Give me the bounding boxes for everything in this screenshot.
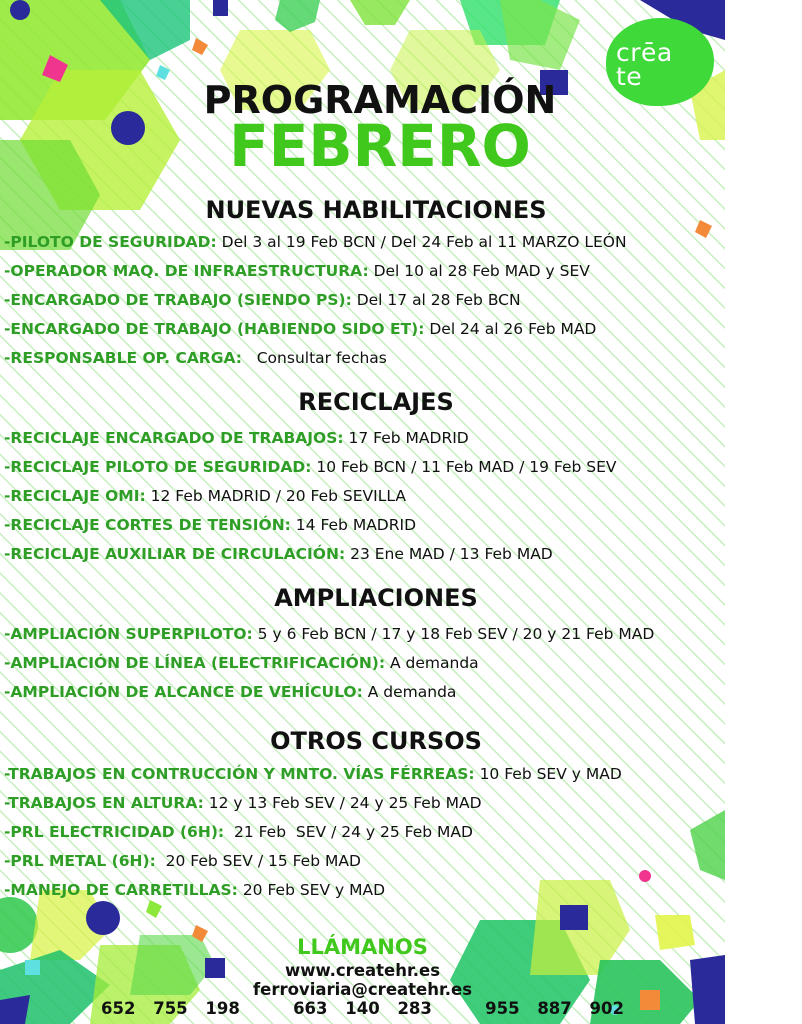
course-line: [4, 516, 416, 534]
course-dates: A demanda: [385, 654, 479, 672]
course-line: [4, 852, 361, 870]
course-line: [4, 429, 469, 447]
course-label: -AMPLIACIÓN SUPERPILOTO:: [4, 625, 253, 643]
course-line: [4, 794, 482, 812]
course-label: -PRL METAL (6H):: [4, 852, 156, 870]
course-label: -OPERADOR MAQ. DE INFRAESTRUCTURA:: [4, 262, 369, 280]
course-line: [4, 545, 553, 563]
course-label: -PRL ELECTRICIDAD (6H):: [4, 823, 225, 841]
course-label: -RECICLAJE PILOTO DE SEGURIDAD:: [4, 458, 312, 476]
page-subtitle: FEBRERO: [229, 112, 531, 180]
course-label: -PILOTO DE SEGURIDAD:: [4, 233, 217, 251]
course-line: [4, 349, 387, 367]
course-label: -TRABAJOS EN CONTRUCCIÓN Y MNTO. VÍAS FÉRREAS:: [4, 765, 475, 783]
section-title-ampliaciones: AMPLIACIONES: [274, 584, 478, 612]
course-label: -TRABAJOS EN ALTURA:: [4, 794, 204, 812]
phone-numbers[interactable]: 652 755 198 663 140 283 955 887 902: [101, 999, 624, 1018]
course-line: [4, 765, 622, 783]
course-line: [4, 881, 385, 899]
course-label: -RECICLAJE ENCARGADO DE TRABAJOS:: [4, 429, 344, 447]
course-dates: 14 Feb MADRID: [290, 516, 417, 534]
section-title-otros-cursos: OTROS CURSOS: [270, 727, 482, 755]
course-dates: Del 10 al 28 Feb MAD y SEV: [368, 262, 590, 280]
course-label: -ENCARGADO DE TRABAJO (HABIENDO SIDO ET):: [4, 320, 425, 338]
course-label: -ENCARGADO DE TRABAJO (SIENDO PS):: [4, 291, 352, 309]
course-label: -RECICLAJE AUXILIAR DE CIRCULACIÓN:: [4, 545, 346, 563]
course-dates: 17 Feb MADRID: [343, 429, 469, 447]
course-dates: 20 Feb SEV y MAD: [237, 881, 386, 899]
logo-line-1: crēa: [616, 38, 673, 67]
course-dates: 21 Feb SEV / 24 y 25 Feb MAD: [224, 823, 473, 841]
course-dates: 12 y 13 Feb SEV / 24 y 25 Feb MAD: [203, 794, 482, 812]
course-label: -RECICLAJE CORTES DE TENSIÓN:: [4, 516, 291, 534]
call-us-heading: LLÁMANOS: [297, 935, 428, 959]
course-dates: 23 Ene MAD / 13 Feb MAD: [345, 545, 553, 563]
page-title: PROGRAMACIÓN: [203, 78, 557, 122]
course-dates: Del 17 al 28 Feb BCN: [351, 291, 521, 309]
course-dates: 5 y 6 Feb BCN / 17 y 18 Feb SEV / 20 y 21 Feb MAD: [252, 625, 655, 643]
course-line: [4, 262, 590, 280]
course-dates: 10 Feb SEV y MAD: [474, 765, 622, 783]
course-label: -RECICLAJE OMI:: [4, 487, 146, 505]
section-title-reciclajes: RECICLAJES: [298, 388, 454, 416]
course-label: -AMPLIACIÓN DE LÍNEA (ELECTRIFICACIÓN):: [4, 654, 386, 672]
website-link[interactable]: www.createhr.es: [284, 961, 441, 980]
course-dates: Del 24 al 26 Feb MAD: [424, 320, 597, 338]
course-label: -RESPONSABLE OP. CARGA:: [4, 349, 242, 367]
course-line: [4, 458, 617, 476]
course-line: [4, 291, 521, 309]
section-title-nuevas-habilitaciones: NUEVAS HABILITACIONES: [205, 196, 547, 224]
logo-line-2: te: [616, 62, 643, 91]
course-dates: Consultar fechas: [241, 349, 387, 367]
course-dates: 10 Feb BCN / 11 Feb MAD / 19 Feb SEV: [311, 458, 617, 476]
course-label: -AMPLIACIÓN DE ALCANCE DE VEHÍCULO:: [4, 683, 363, 701]
course-line: [4, 654, 479, 672]
course-dates: 12 Feb MADRID / 20 Feb SEVILLA: [145, 487, 406, 505]
course-line: [4, 625, 654, 643]
course-label: -MANEJO DE CARRETILLAS:: [4, 881, 238, 899]
email-link[interactable]: ferroviaria@createhr.es: [252, 980, 473, 999]
course-dates: Del 3 al 19 Feb BCN / Del 24 Feb al 11 MARZO LEÓN: [216, 233, 627, 251]
course-line: [4, 487, 406, 505]
course-line: [4, 320, 596, 338]
course-line: [4, 233, 627, 251]
course-dates: 20 Feb SEV / 15 Feb MAD: [155, 852, 361, 870]
course-dates: A demanda: [362, 683, 457, 701]
course-line: [4, 683, 456, 701]
course-line: [4, 823, 473, 841]
